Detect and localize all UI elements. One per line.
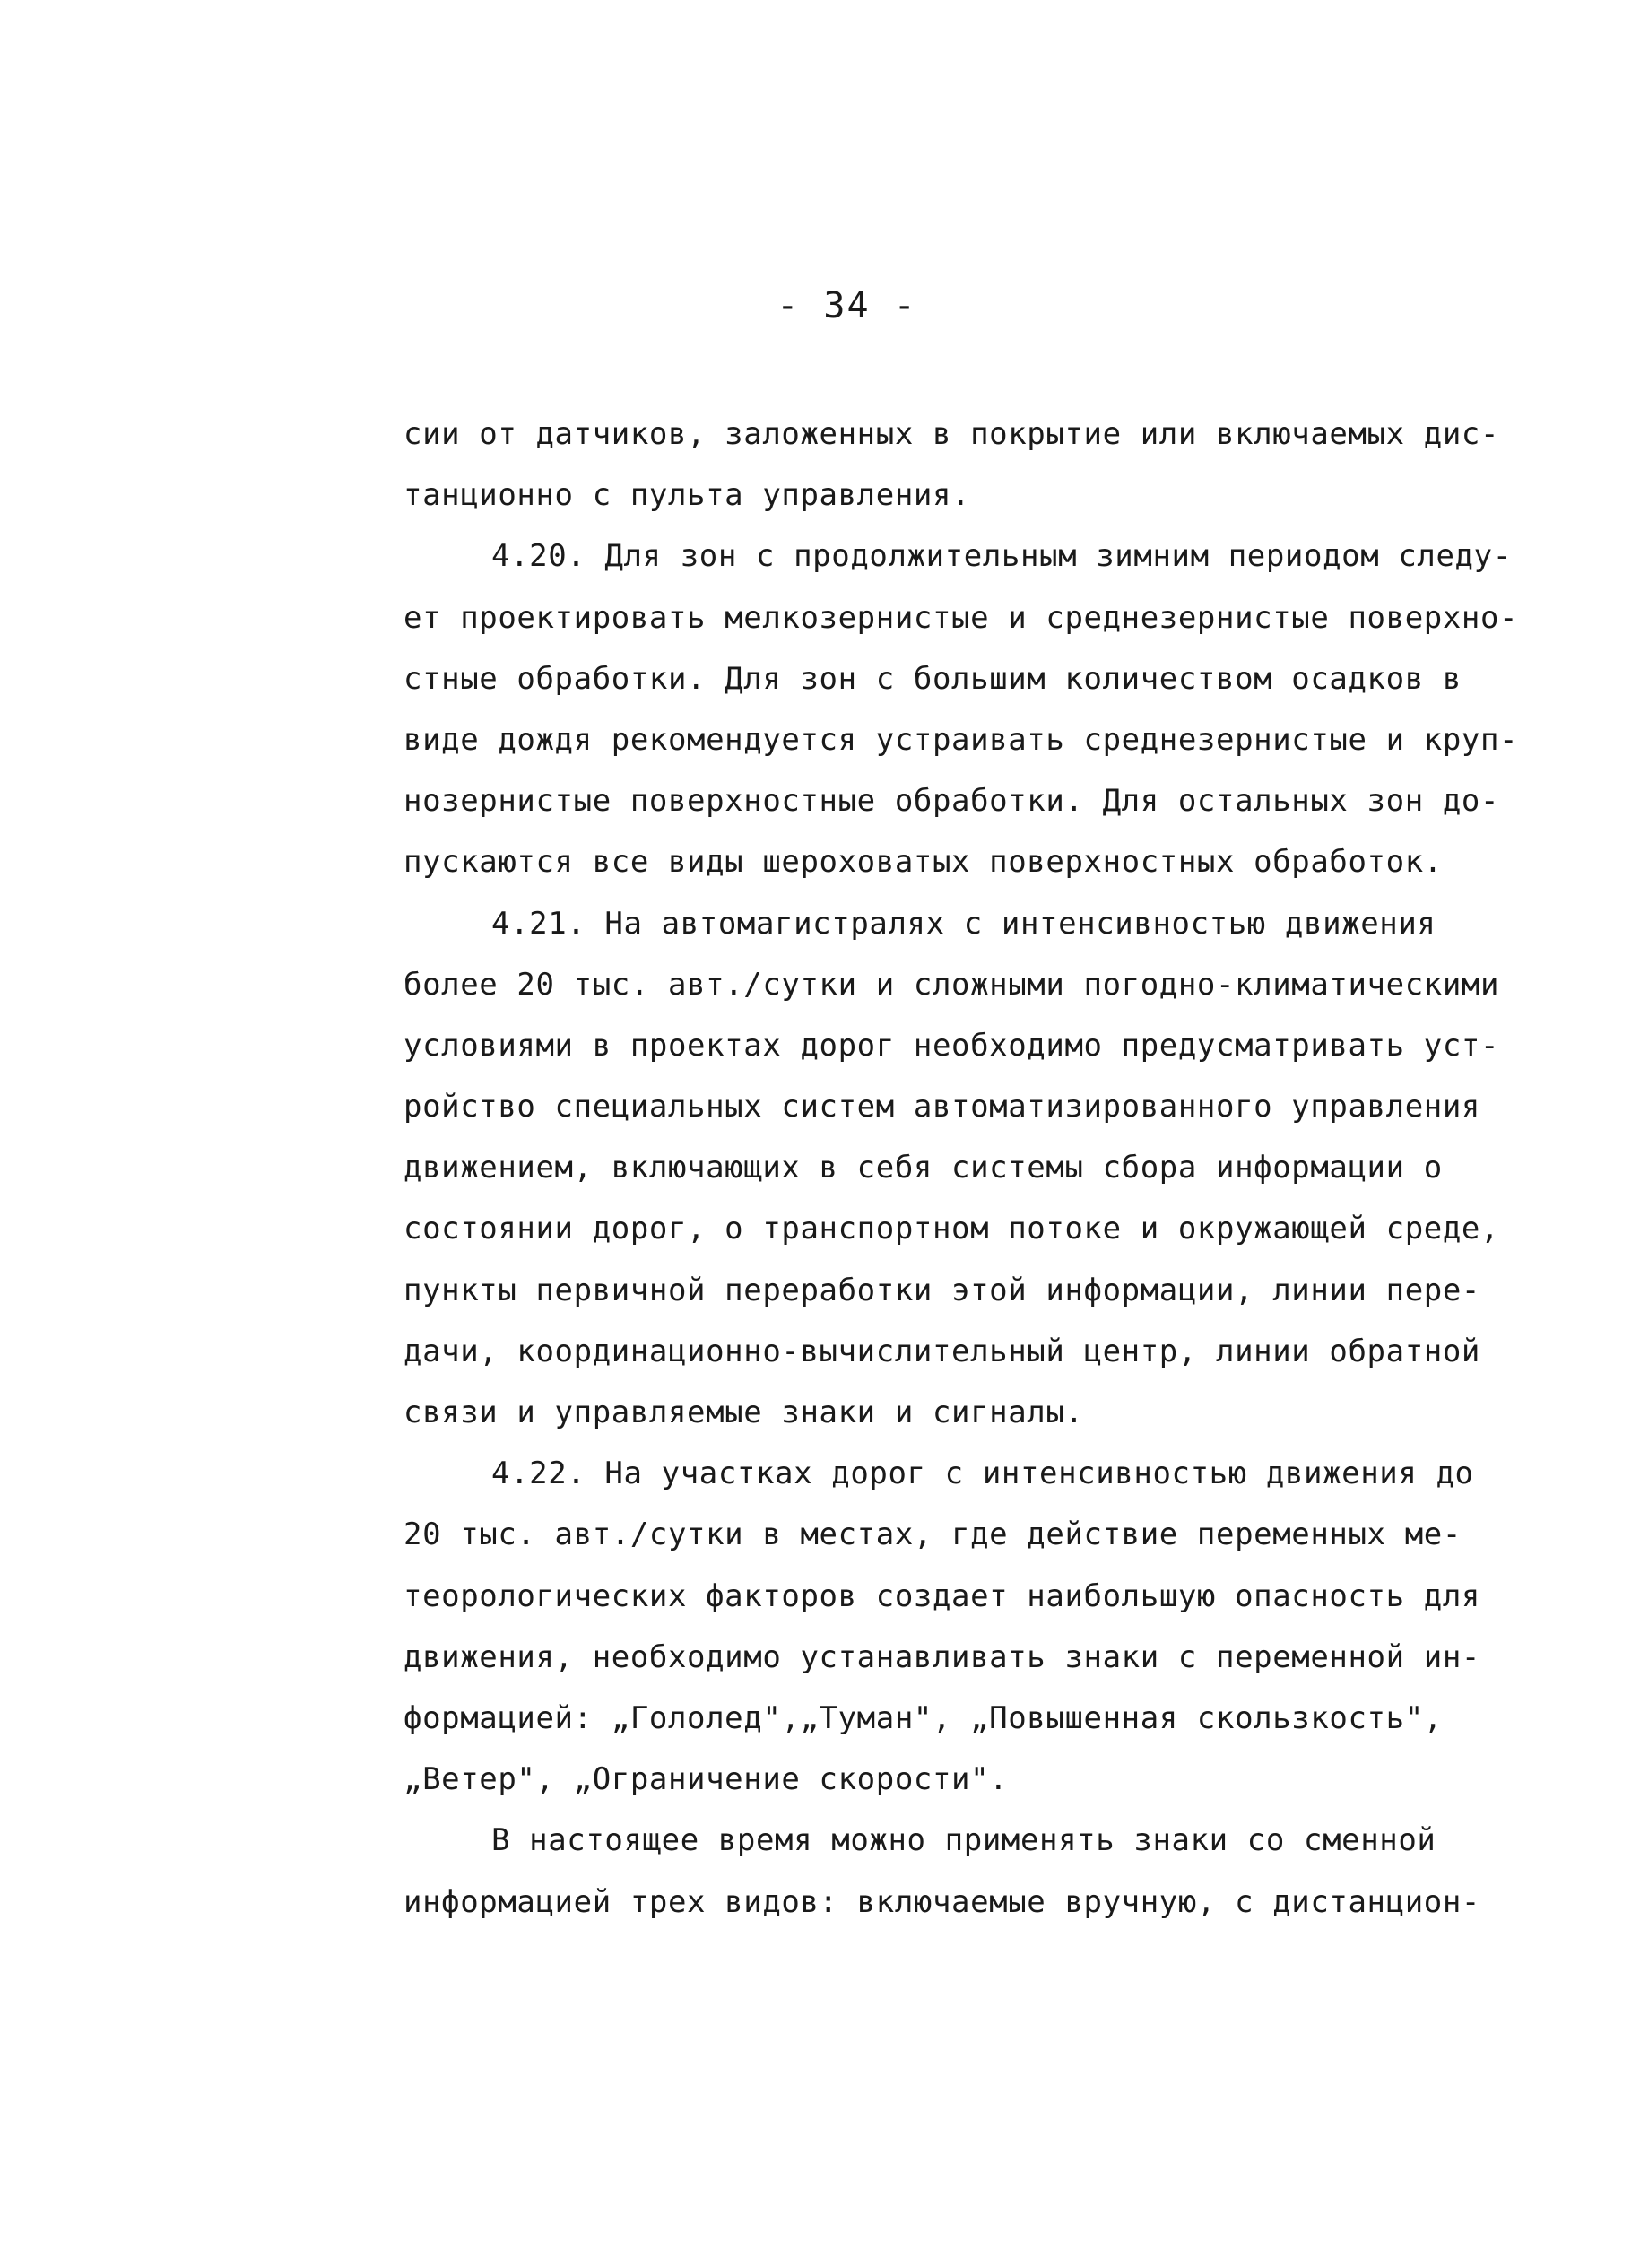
page-number: - 34 - — [777, 285, 917, 326]
text-line: движением, включающих в себя системы сбора информации о — [403, 1150, 1443, 1186]
text-line: „Ветер", „Ограничение скорости". — [403, 1761, 1009, 1798]
text-line: танционно с пульта управления. — [403, 477, 971, 514]
text-line: информацией трех видов: включаемые вручную, с дистанцион- — [403, 1883, 1480, 1920]
text-line: состоянии дорог, о транспортном потоке и окружающей среде, — [403, 1211, 1500, 1247]
text-line: связи и управляемые знаки и сигналы. — [403, 1395, 1084, 1430]
text-line: 4.21. На автомагистралях с интенсивностью движения — [491, 905, 1436, 942]
text-line: 20 тыс. авт./сутки в местах, где действие переменных ме- — [403, 1516, 1462, 1553]
text-line: В настоящее время можно применять знаки со сменной — [491, 1822, 1436, 1859]
text-line: формацией: „Гололед",„Туман", „Повышенная скользкость", — [403, 1699, 1443, 1736]
text-line: 4.22. На участках дорог с интенсивностью движения до — [491, 1456, 1474, 1492]
text-line: ройство специальных систем автоматизированного управления — [403, 1089, 1480, 1125]
text-line: теорологических факторов создает наибольшую опасность для — [403, 1577, 1480, 1614]
text-line: сии от датчиков, заложенных в покрытие или включаемых дис- — [403, 416, 1500, 452]
text-line: стные обработки. Для зон с большим количеством осадков в — [403, 660, 1462, 697]
text-line: нозернистые поверхностные обработки. Для остальных зон до- — [403, 783, 1500, 820]
text-line: 4.20. Для зон с продолжительным зимним периодом следу- — [491, 538, 1512, 575]
text-line: пускаются все виды шероховатых поверхностных обработок. — [403, 844, 1443, 881]
text-line: дачи, координационно-вычислительный центр, линии обратной — [403, 1333, 1480, 1369]
text-line: движения, необходимо устанавливать знаки с переменной ин- — [403, 1638, 1480, 1675]
text-line: ет проектировать мелкозернистые и среднезернистые поверхно- — [403, 599, 1519, 636]
text-line: пункты первичной переработки этой информации, линии пере- — [403, 1272, 1480, 1308]
body-text — [403, 404, 1519, 1933]
text-line: виде дождя рекомендуется устраивать среднезернистые и круп- — [403, 721, 1519, 758]
text-line: условиями в проектах дорог необходимо предусматривать уст- — [403, 1027, 1500, 1064]
text-line: более 20 тыс. авт./сутки и сложными погодно-климатическими — [403, 966, 1500, 1003]
